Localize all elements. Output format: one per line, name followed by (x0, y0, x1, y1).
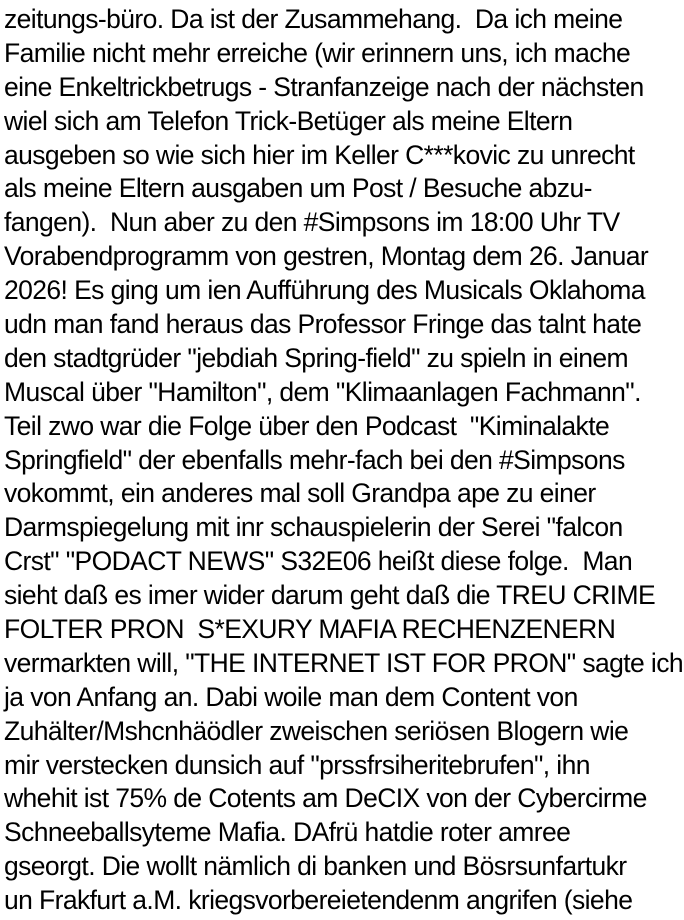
text-line: den stadtgrüder "jebdiah Spring-field" zu spieln in einem (4, 342, 628, 373)
text-line: udn man fand heraus das Professor Fringe das talnt hate (4, 309, 642, 340)
text-line: Springfield" der ebenfalls mehr-fach bei den #Simpsons (4, 444, 625, 475)
text-line: ausgeben so wie sich hier im Keller C***kovic zu unrecht (4, 139, 635, 170)
text-line: Darmspiegelung mit inr schauspielerin der Serei "falcon (4, 512, 623, 543)
text-line: vermarkten will, "THE INTERNET IST FOR PRON" sagte ich (4, 647, 683, 678)
text-line: ja von Anfang an. Dabi woile man dem Content von (4, 681, 578, 712)
text-line: Muscal über "Hamilton", dem "Klimaanlagen Fachmann". (4, 376, 641, 407)
text-line: FOLTER PRON S*EXURY MAFIA RECHENZENERN (4, 614, 616, 645)
text-line: Crst" "PODACT NEWS" S32E06 heißt diese folge. Man (4, 546, 633, 577)
text-line: als meine Eltern ausgaben um Post / Besuche abzu- (4, 173, 592, 204)
text-line: Familie nicht mehr erreiche (wir erinnern uns, ich mache (4, 37, 631, 68)
text-line: Schneeballsyteme Mafia. DAfrü hatdie roter amree (4, 817, 571, 848)
text-line: Vorabendprogramm von gestren, Montag dem 26. Januar (4, 241, 649, 272)
text-line: 2026! Es ging um ien Aufführung des Musicals Oklahoma (4, 275, 645, 306)
text-line: fangen). Nun aber zu den #Simpsons im 18:00 Uhr TV (4, 207, 620, 238)
text-line: gseorgt. Die wollt nämlich di banken und Bösrsunfartukr (4, 851, 627, 882)
text-line: sieht daß es imer wider darum geht daß die TREU CRIME (4, 580, 656, 611)
text-line: whehit ist 75% de Cotents am DeCIX von der Cybercirme (4, 783, 647, 814)
text-line: Teil zwo war die Folge über den Podcast "Kiminalakte (4, 410, 610, 441)
text-paragraph (4, 3, 682, 918)
text-line: eine Enkeltrickbetrugs - Stranfanzeige nach der nächsten (4, 71, 644, 102)
text-line: zeitungs-büro. Da ist der Zusammehang. Da ich meine (4, 4, 623, 34)
text-line: Zuhälter/Mshcnhäödler zweischen seriösen Blogern wie (4, 715, 629, 746)
text-line: vokommt, ein anderes mal soll Grandpa ape zu einer (4, 478, 596, 509)
text-line: wiel sich am Telefon Trick-Betüger als meine Eltern (4, 105, 573, 136)
text-line: un Frakfurt a.M. kriegsvorbereietendenm angrifen (siehe (4, 885, 633, 916)
text-line: mir verstecken dunsich auf "prssfrsiheritebrufen", ihn (4, 749, 590, 780)
